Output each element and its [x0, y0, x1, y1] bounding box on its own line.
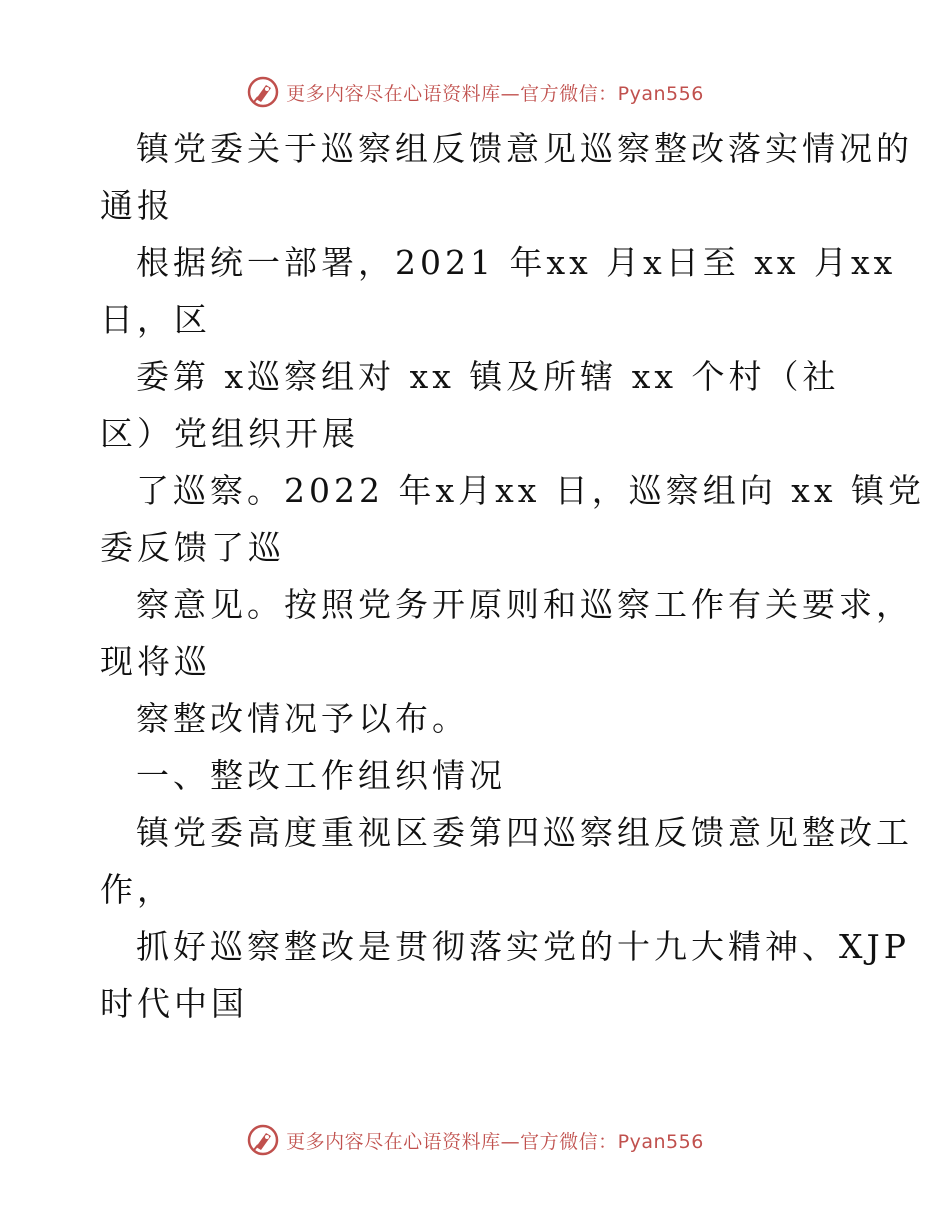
- paragraph-line: 时代中国: [100, 984, 248, 1023]
- doc-title-line: 通报: [100, 186, 174, 225]
- paragraph-line: 委第 x巡察组对 xx 镇及所辖 xx 个村（社: [136, 357, 840, 396]
- watermark-banner-top: [0, 72, 950, 112]
- paragraph-line: 镇党委高度重视区委第四巡察组反馈意见整改工: [136, 813, 913, 852]
- paragraph-line: 作，: [100, 870, 174, 909]
- paragraph-line: 现将巡: [100, 642, 211, 681]
- paragraph-line: 委反馈了巡: [100, 528, 285, 567]
- paragraph-line: 了巡察。2022 年x月xx 日，巡察组向 xx 镇党: [136, 471, 925, 510]
- paragraph-line: 区）党组织开展: [100, 414, 359, 453]
- paragraph-line: 日，区: [100, 300, 211, 339]
- pen-nib-logo-icon: [246, 75, 280, 109]
- paragraph-line: 察意见。按照党务开原则和巡察工作有关要求，: [136, 585, 913, 624]
- paragraph-line: 根据统一部署，2021 年xx 月x日至 xx 月xx: [136, 243, 897, 282]
- document-body: [100, 120, 925, 1032]
- pen-nib-logo-icon: [246, 1123, 280, 1157]
- watermark-text: 更多内容尽在心语资料库—官方微信：Pyan556: [286, 82, 704, 105]
- watermark-banner-bottom: [0, 1120, 950, 1160]
- paragraph-line: 抓好巡察整改是贯彻落实党的十九大精神、XJP: [136, 927, 910, 966]
- section-heading: 一、整改工作组织情况: [136, 756, 506, 795]
- watermark-text: 更多内容尽在心语资料库—官方微信：Pyan556: [286, 1130, 704, 1153]
- paragraph-line: 察整改情况予以布。: [136, 699, 469, 738]
- doc-title-line: 镇党委关于巡察组反馈意见巡察整改落实情况的: [136, 129, 913, 168]
